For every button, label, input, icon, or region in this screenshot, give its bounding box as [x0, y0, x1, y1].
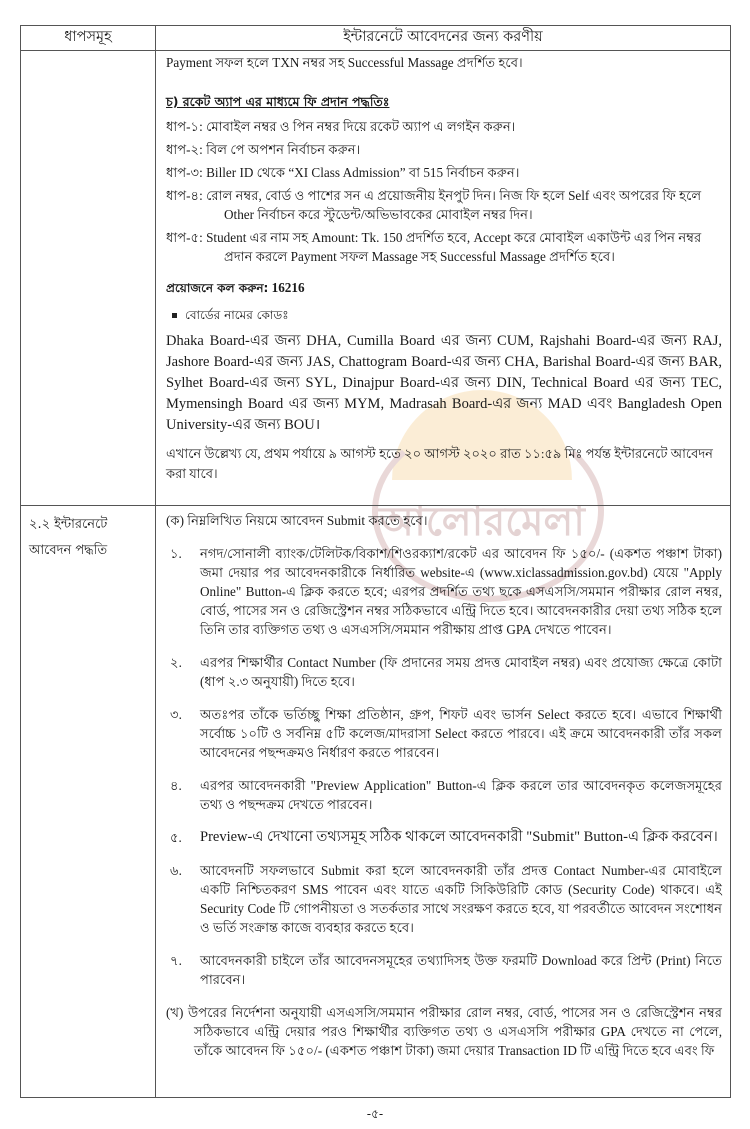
- ka-instruction: (ক) নিম্নলিখিত নিয়মে আবেদন Submit করতে হবে।: [166, 513, 428, 528]
- board-code-heading: বোর্ডের নামের কোডঃ: [185, 308, 289, 322]
- step-text: বিল পে অপশন নির্বাচন করুন।: [206, 142, 361, 157]
- header-internet-actions: ইন্টারনেটে আবেদনের জন্য করণীয়: [156, 26, 731, 51]
- section-label-line2: আবেদন পদ্ধতি: [29, 543, 108, 558]
- item-text: Preview-এ দেখানো তথ্যসমূহ সঠিক থাকলে আবেদনকারী "Submit" Button-এ ক্লিক করবেন।: [200, 829, 718, 845]
- row1-content-cell: [156, 51, 731, 506]
- page-number: -৫-: [366, 1107, 384, 1121]
- item-text: এরপর আবেদনকারী "Preview Application" Button-এ ক্লিক করলে তার আবেদনকৃত কলেজসমূহের তথ্য ও পছন্দক্রম দেখতে পারবেন।: [200, 778, 722, 812]
- watermark-text: আলোরমেলা: [379, 499, 585, 545]
- rocket-steps-list: [166, 117, 722, 266]
- instructions-table: [20, 25, 731, 1098]
- section-label-line1: ২.২ ইন্টারনেটে: [29, 517, 108, 532]
- item-text: অতঃপর তাঁকে ভর্তিচ্ছু শিক্ষা প্রতিষ্ঠান, গ্রুপ, শিফট এবং ভার্সন Select করতে হবে। এভাবে শিক্ষার্থী সর্বোচ্চ ১০টি ও সর্বনিম্ন ৫টি কলেজ/মাদরাসা Select করতে পারবে। এই ক্রমে আবেদনকারী তাঁর সকল আবেদনের পছন্দক্রমও নির্ধারণ করতে পারবেন।: [200, 707, 722, 760]
- deadline-note: এখানে উল্লেখ্য যে, প্রথম পর্যায়ে ৯ আগস্ট হতে ২০ আগস্ট ২০২০ রাত ১১:৫৯ মিঃ পর্যন্ত ইন্টারনেটে আবেদন করা যাবে।: [166, 446, 713, 481]
- item-text: আবেদনকারী চাইলে তাঁর আবেদনসমূহের তথ্যাদিসহ উক্ত ফরমটি Download করে প্রিন্ট (Print) নিতে পারবেন।: [200, 953, 722, 987]
- rocket-step: [166, 117, 722, 136]
- list-item: [166, 861, 722, 937]
- rocket-heading: চ) রকেট অ্যাপ এর মাধ্যমে ফি প্রদান পদ্ধতিঃ: [166, 94, 390, 109]
- item-text: নগদ/সোনালী ব্যাংক/টেলিটক/বিকাশ/শিওরক্যাশ/রকেট এর আবেদন ফি ১৫০/- (একশত পঞ্চাশ টাকা) জমা দেয়ার পর আবেদনকারীকে নির্ধারিত website-এ (www.xiclassadmission.gov.bd) যেয়ে "Apply Online" Button-এ ক্লিক করতে হবে; এরপর প্রদর্শিত তথ্য ছকে এসএসসি/সমমান পরীক্ষার রোল নম্বর, বোর্ড, পাসের সন ও রেজিস্ট্রেশন নম্বর সঠিকভাবে এন্ট্রি দিতে হবে। আবেদনকারীর দেয়া তথ্য সঠিক হলে তিনি তার ব্যক্তিগত তথ্য ও এসএসসি/সমমান পরীক্ষায় প্রাপ্ত GPA দেখতে পাবেন।: [200, 546, 722, 637]
- item-number: ১.: [170, 546, 182, 561]
- step-label: ধাপ-৪:: [166, 188, 203, 203]
- row2-left-cell: [21, 506, 156, 1098]
- step-label: ধাপ-৩:: [166, 165, 203, 180]
- list-item: [166, 544, 722, 639]
- list-item: [166, 828, 722, 847]
- helpline: [166, 278, 722, 298]
- table-row: [21, 51, 731, 506]
- helpline-number: 16216: [271, 280, 305, 295]
- header-steps: ধাপসমূহ: [21, 26, 156, 51]
- board-code-heading-row: [172, 306, 722, 325]
- item-number: ৭.: [170, 953, 182, 968]
- step-text: Biller ID থেকে “XI Class Admission” বা 515 নির্বাচন করুন।: [206, 165, 520, 180]
- application-steps-list: [166, 544, 722, 989]
- row1-left-cell: [21, 51, 156, 506]
- table-header-row: [21, 26, 731, 51]
- rocket-step: [166, 186, 722, 224]
- item-text: আবেদনটি সফলভাবে Submit করা হলে আবেদনকারী তাঁর প্রদত্ত Contact Number-এর মোবাইলে একটি নিশ্চিতকরণ SMS পাবেন এবং যাতে একটি সিকিউরিটি কোড (Security Code) থাকবে। এই Security Code টি গোপনীয়তা ও সতর্কতার সাথে সংরক্ষণ করতে হবে, যা পরবর্তীতে আবেদন সংশোধন ও ভর্তি সংক্রান্ত কাজে ব্যবহার করতে হবে।: [200, 863, 722, 935]
- step-label: ধাপ-৫:: [166, 230, 203, 245]
- step-text: মোবাইল নম্বর ও পিন নম্বর দিয়ে রকেট অ্যাপ এ লগইন করুন।: [206, 119, 516, 134]
- item-number: ৩.: [170, 707, 182, 722]
- bullet-square-icon: [172, 313, 177, 318]
- step-label: ধাপ-২:: [166, 142, 203, 157]
- item-number: ৬.: [170, 863, 182, 878]
- list-item: [166, 951, 722, 989]
- row2-content-cell: [156, 506, 731, 1098]
- payment-success-line: Payment সফল হলে TXN নম্বর সহ Successful Massage প্রদর্শিত হবে।: [166, 55, 523, 70]
- step-text: Student এর নাম সহ Amount: Tk. 150 প্রদর্শিত হবে, Accept করে মোবাইল একাউন্ট এর পিন নম্বর প্রদান করলে Payment সফল Massage সহ Successful Massage প্রদর্শিত হবে।: [206, 230, 702, 264]
- helpline-label: প্রয়োজনে কল করুন:: [166, 281, 269, 295]
- step-text: রোল নম্বর, বোর্ড ও পাশের সন এ প্রয়োজনীয় ইনপুট দিন। নিজ ফি হলে Self এবং অপরের ফি হলে Other নির্বাচন করে স্টুডেন্ট/অভিভাবকের মোবাইল নম্বর দিন।: [206, 188, 702, 222]
- kha-instruction: (খ) উপরের নির্দেশনা অনুযায়ী এসএসসি/সমমান পরীক্ষার রোল নম্বর, বোর্ড, পাসের সন ও রেজিস্ট্রেশন নম্বর সঠিকভাবে এন্ট্রি দেয়ার পরও শিক্ষার্থীর ব্যক্তিগত তথ্য ও এসএসসি পরীক্ষার GPA দেখতে না পেলে, তাঁকে আবেদন ফি ১৫০/- (একশত পঞ্চাশ টাকা) জমা দেয়ার Transaction ID টি এন্ট্রি দিতে হবে এবং ফি: [166, 1005, 722, 1058]
- rocket-step: [166, 228, 722, 266]
- rocket-step: [166, 140, 722, 159]
- table-row: [21, 506, 731, 1098]
- list-item: [166, 705, 722, 762]
- list-item: [166, 776, 722, 814]
- item-number: ২.: [170, 655, 182, 670]
- item-text: এরপর শিক্ষার্থীর Contact Number (ফি প্রদানের সময় প্রদত্ত মোবাইল নম্বর) এবং প্রযোজ্য ক্ষেত্রে কোটা (ধাপ ২.৩ অনুযায়ী) দিতে হবে।: [200, 655, 722, 689]
- item-number: ৪.: [170, 778, 182, 793]
- board-codes-paragraph: Dhaka Board-এর জন্য DHA, Cumilla Board এর জন্য CUM, Rajshahi Board-এর জন্য RAJ, Jashore Board-এর জন্য JAS, Chattogram Board-এর জন্য CHA, Barishal Board-এর জন্য BAR, Sylhet Board-এর জন্য SYL, Dinajpur Board-এর জন্য DIN, Technical Board এর জন্য TEC, Mymensingh Board এর জন্য MYM, Madrasah Board-এর জন্য MAD এবং Bangladesh Open University-এর জন্য BOU।: [166, 333, 722, 433]
- list-item: [166, 653, 722, 691]
- step-label: ধাপ-১:: [166, 119, 203, 134]
- rocket-step: [166, 163, 722, 182]
- item-number: ৫.: [170, 830, 182, 845]
